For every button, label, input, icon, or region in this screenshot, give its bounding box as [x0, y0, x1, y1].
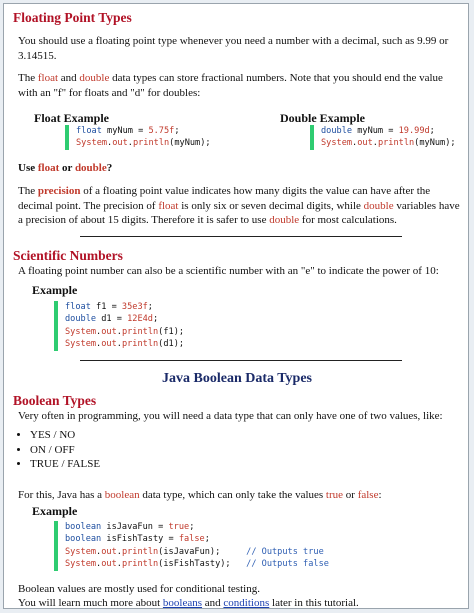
paragraph-float-double: The float and double data types can store fractional numbers. Note that you should end the value with an "f" for floats and "d" for doubles:	[18, 72, 443, 99]
code-line: float f1 = 35e3f;	[65, 302, 153, 312]
java-boolean-heading: Java Boolean Data Types	[162, 371, 312, 386]
code-line: boolean isJavaFun = true;	[65, 522, 195, 532]
code-line: System.out.println(myNum);	[76, 138, 211, 149]
code-line: System.out.println(f1);	[65, 326, 185, 337]
float-example-title: Float Example	[34, 111, 109, 125]
paragraph-boolean-type: For this, Java has a boolean data type, which can only take the values true or false:	[18, 489, 382, 501]
divider	[80, 360, 402, 361]
paragraph-floating-intro: You should use a floating point type whenever you need a number with a decimal, such as 9.99 or 3.14515.	[18, 35, 449, 62]
booleans-link[interactable]: booleans	[162, 597, 203, 609]
code-line: float myNum = 5.75f;	[76, 126, 180, 136]
code-line: System.out.println(isJavaFun); // Outputs true	[65, 546, 324, 557]
paragraph-learn-more: You will learn much more about booleans and conditions later in this tutorial.	[18, 597, 359, 609]
boolean-values-list	[8, 428, 100, 472]
code-line: double myNum = 19.99d;	[321, 126, 435, 136]
paragraph-conditional: Boolean values are mostly used for conditional testing.	[18, 583, 260, 595]
scientific-example-code	[54, 301, 184, 351]
double-example-code	[310, 125, 456, 150]
list-item: • TRUE / FALSE	[30, 457, 100, 472]
document-page	[3, 3, 469, 609]
code-line: System.out.println(myNum);	[321, 138, 456, 149]
boolean-example-title: Example	[32, 504, 78, 518]
paragraph-scientific: A floating point number can also be a scientific number with an "e" to indicate the power of 10:	[18, 265, 439, 277]
code-line: System.out.println(d1);	[65, 339, 185, 350]
list-item: • ON / OFF	[30, 443, 100, 458]
paragraph-boolean-intro: Very often in programming, you will need a data type that can only have one of two values, like:	[18, 410, 443, 422]
boolean-example-code	[54, 521, 329, 571]
conditions-link[interactable]: conditions	[223, 597, 270, 609]
section-title-boolean: Boolean Types	[13, 393, 97, 408]
list-item: • YES / NO	[30, 428, 100, 443]
question-float-or-double: Use float or double?	[18, 162, 113, 174]
scientific-example-title: Example	[32, 283, 78, 297]
paragraph-precision: The precision of a floating point value indicates how many digits the value can have after the decimal point. The precision of float is only six or seven decimal digits, while double variables have a precision of about 15 digits. Therefore it is safer to use double for most calculations.	[18, 185, 460, 226]
float-example-code	[65, 125, 211, 150]
section-title-scientific: Scientific Numbers	[13, 248, 123, 263]
keyword-double: double	[79, 72, 110, 84]
code-line: double d1 = 12E4d;	[65, 314, 159, 325]
section-title-floating-point: Floating Point Types	[13, 10, 132, 25]
divider	[80, 236, 402, 237]
keyword-float: float	[37, 72, 59, 84]
double-example-title: Double Example	[280, 111, 366, 125]
code-line: boolean isFishTasty = false;	[65, 534, 210, 545]
code-line: System.out.println(isFishTasty); // Outputs false	[65, 559, 329, 570]
